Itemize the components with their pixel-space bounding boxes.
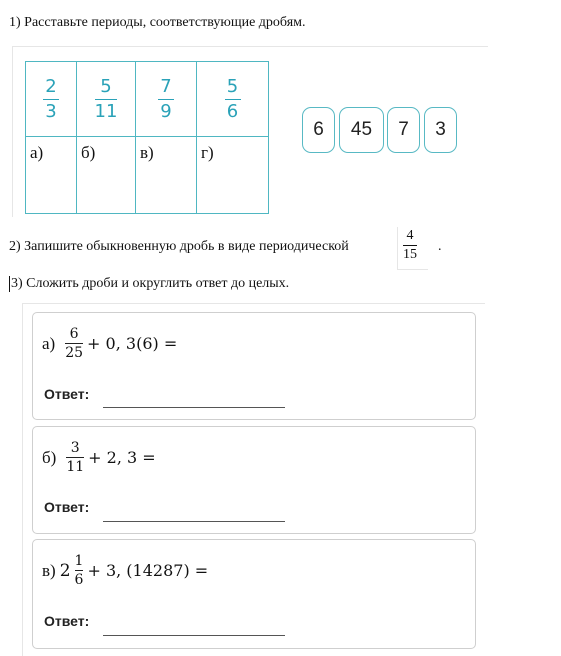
numerator: 2 (45, 75, 57, 97)
answer-input[interactable] (103, 521, 285, 522)
slot-label: г) (201, 143, 214, 162)
sentence-period: . (438, 239, 442, 254)
fraction-cell (197, 62, 269, 137)
text-cursor (9, 276, 10, 292)
fraction-cell (136, 62, 197, 137)
denominator: 11 (94, 100, 118, 122)
answer-input[interactable] (103, 407, 285, 408)
fraction-3-11 (66, 441, 84, 474)
question-1-title: 1) Расставьте периоды, соответствующие дробям. (9, 15, 306, 30)
task-label: а) (42, 333, 56, 353)
task-label: б) (42, 447, 57, 467)
fraction-table (25, 61, 269, 214)
task-card-v (32, 539, 476, 649)
fraction-5-6 (225, 75, 241, 122)
fraction-7-9 (158, 75, 174, 122)
period-option-chip[interactable]: 6 (302, 107, 335, 153)
numerator: 4 (406, 228, 414, 243)
period-option-chip[interactable]: 7 (387, 107, 420, 153)
task-label: в) (42, 560, 56, 580)
question-2-title: 2) Запишите обыкновенную дробь в виде периодической (9, 239, 349, 254)
expression-rest: + 2, 3 = (88, 448, 156, 467)
answer-label: Ответ: (44, 499, 90, 515)
fraction-5-11 (94, 75, 118, 122)
task-card-a (32, 312, 476, 420)
whole-part: 2 (59, 560, 71, 581)
denominator: 11 (66, 459, 85, 475)
numerator: 5 (100, 75, 112, 97)
fraction-6-25 (65, 327, 83, 360)
slot-label: б) (81, 143, 96, 162)
answer-drop-slot-a[interactable] (26, 137, 77, 214)
fraction-cell (26, 62, 77, 137)
answer-drop-slot-b[interactable] (77, 137, 136, 214)
fraction-1-6 (75, 554, 84, 587)
task-card-b (32, 426, 476, 534)
period-option-chip[interactable]: 45 (339, 107, 384, 153)
denominator: 25 (65, 345, 84, 361)
numerator: 7 (160, 75, 172, 97)
expression-rest: + 3, (14287) = (87, 561, 209, 580)
slot-label: а) (30, 143, 44, 162)
answer-drop-slot-g[interactable] (197, 137, 269, 214)
numerator: 5 (226, 75, 239, 97)
answer-input[interactable] (103, 635, 285, 636)
denominator: 6 (74, 572, 84, 588)
question-3-title: 3) Сложить дроби и округлить ответ до целых. (11, 276, 290, 291)
denominator: 9 (160, 100, 172, 122)
answer-drop-slot-v[interactable] (136, 137, 197, 214)
denominator: 6 (226, 100, 239, 122)
expression-rest: + 0, 3(6) = (87, 334, 178, 353)
numerator: 1 (74, 553, 84, 569)
task-expression (42, 327, 177, 360)
fraction-cell (77, 62, 136, 137)
answer-label: Ответ: (44, 613, 90, 629)
task-expression (42, 554, 208, 587)
slot-label: в) (140, 143, 154, 162)
period-option-chip[interactable]: 3 (424, 107, 457, 153)
numerator: 6 (69, 326, 79, 342)
fraction-4-15 (403, 229, 417, 262)
denominator: 3 (45, 100, 57, 122)
answer-label: Ответ: (44, 386, 90, 402)
task-expression (42, 441, 156, 474)
denominator: 15 (403, 247, 417, 262)
fraction-2-3 (43, 75, 59, 122)
numerator: 3 (70, 440, 80, 456)
